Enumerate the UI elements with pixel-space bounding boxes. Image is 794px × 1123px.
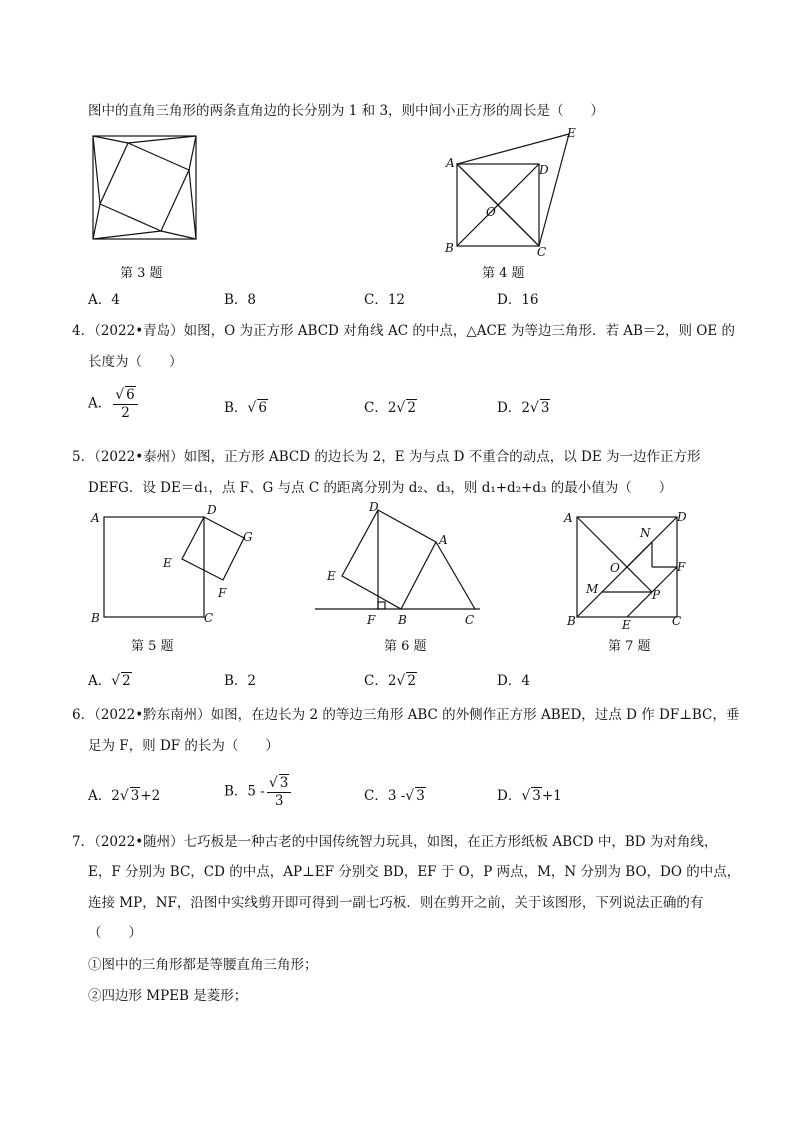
q6-option-d[interactable]: D．√ 3+1: [497, 788, 562, 804]
fig6-label-b: B: [398, 613, 407, 627]
figure-3: [92, 135, 198, 243]
figure-5: [88, 505, 258, 630]
q5-stem-line2: DEFG．设 DE＝d₁，点 F、G 与点 C 的距离分别为 d₂、d₃，则 d₁+d₂+d₃ 的最小值为（ ）: [88, 480, 673, 496]
fig7-label-d: D: [677, 510, 687, 524]
fig6-caption: 第 6 题: [384, 639, 427, 654]
fig4-label-d: D: [539, 163, 549, 177]
q6-option-b-fraction: $\frac{√ 3}{3}$: [267, 774, 292, 810]
q5-option-c-radicand: 2: [407, 673, 416, 689]
q4-option-c-radicand: 2: [407, 400, 416, 416]
q5-option-c-label: C．2: [364, 673, 397, 689]
q4-option-c[interactable]: C．2√ 2: [364, 400, 416, 416]
fig5-label-f: F: [218, 586, 227, 600]
q7-item-1: ①图中的三角形都是等腰直角三角形；: [88, 957, 318, 973]
figure-7: [560, 505, 690, 631]
q4-option-c-label: C．2: [364, 400, 397, 416]
q6-option-b[interactable]: [224, 774, 293, 810]
q6-option-b-denominator: 3: [274, 793, 284, 809]
q6-stem-line1: 6．（2022•黔东南州）如图，在边长为 2 的等边三角形 ABC 的外侧作正方形 ABED，过点 D 作 DF⊥BC，垂: [72, 707, 740, 723]
q6-option-c-radicand: 3: [416, 788, 425, 804]
fig4-label-o: O: [486, 205, 496, 219]
q6-option-c-label: C．3 -: [364, 788, 406, 804]
q7-item-2: ②四边形 MPEB 是菱形；: [88, 988, 248, 1004]
fig6-label-e: E: [327, 569, 336, 583]
q5-option-b[interactable]: B．2: [224, 673, 257, 689]
q7-stem-line2: E，F 分别为 BC，CD 的中点，AP⊥EF 分别交 BD，EF 于 O，P 两点，M，N 分别为 BO，DO 的中点，: [88, 864, 741, 880]
q6-option-c[interactable]: C．3 -√ 3: [364, 788, 425, 804]
fig4-label-a: A: [446, 156, 455, 170]
q6-stem-line2: 足为 F，则 DF 的长为（ ）: [88, 738, 279, 754]
figure-4: [440, 128, 580, 260]
q5-option-a[interactable]: A．√ 2: [88, 673, 131, 689]
fig6-label-a: A: [439, 533, 448, 547]
q4-option-b-label: B．: [224, 400, 248, 416]
fig7-label-f: F: [677, 560, 686, 574]
fig4-label-b: B: [445, 241, 454, 255]
fig7-label-e: E: [622, 618, 631, 632]
fig7-label-m: M: [586, 582, 599, 596]
fig4-label-e: E: [567, 126, 576, 140]
q4-option-a-fraction: $\frac{√ 6}{2}$: [113, 386, 138, 422]
q6-option-d-tail: +1: [541, 788, 562, 804]
fig6-label-d: D: [369, 500, 379, 514]
fig5-label-b: B: [91, 611, 100, 625]
q4-option-d-radicand: 3: [540, 400, 550, 416]
fig6-label-f: F: [367, 613, 376, 627]
q3-option-a[interactable]: A．4: [88, 292, 120, 308]
q4-option-d-label: D．2: [497, 400, 530, 416]
fig7-label-n: N: [640, 526, 651, 540]
q5-option-a-radicand: 2: [122, 673, 131, 689]
q3-stem: 图中的直角三角形的两条直角边的长分别为 1 和 3，则中间小正方形的周长是（ ）: [88, 103, 605, 119]
fig7-label-o: O: [610, 561, 620, 575]
q6-option-b-label: B．5 -: [224, 783, 265, 800]
fig7-label-b: B: [567, 614, 576, 628]
q6-option-d-radicand: 3: [532, 788, 541, 804]
q4-option-d[interactable]: D．2√ 3: [497, 400, 550, 416]
q5-option-c[interactable]: C．2√ 2: [364, 673, 416, 689]
q3-option-b[interactable]: B．8: [224, 292, 257, 308]
fig5-label-g: G: [243, 530, 253, 544]
q4-option-a-label: A．: [88, 395, 112, 412]
q6-option-a[interactable]: A．2√ 3+2: [88, 788, 161, 804]
q5-stem-line1: 5．（2022•泰州）如图，正方形 ABCD 的边长为 2，E 为与点 D 不重合的动点，以 DE 为一边作正方形: [72, 449, 701, 465]
fig5-label-d: D: [207, 503, 217, 517]
q4-option-a-radicand: 6: [126, 387, 135, 403]
q6-option-a-tail: +2: [140, 788, 161, 804]
fig7-caption: 第 7 题: [608, 639, 651, 654]
q7-stem-line3: 连接 MP，NF，沿图中实线剪开即可得到一副七巧板．则在剪开之前，关于该图形，下列说法正确的有: [88, 895, 704, 911]
q4-option-b[interactable]: B．√ 6: [224, 400, 267, 416]
q3-option-d[interactable]: D．16: [497, 292, 539, 308]
q7-stem-line4: （ ）: [88, 925, 142, 941]
q4-option-a-denominator: 2: [121, 405, 130, 421]
fig5-label-e: E: [163, 556, 172, 570]
q4-option-a[interactable]: [88, 386, 140, 422]
q6-option-d-label: D．: [497, 788, 522, 804]
q4-stem-line2: 长度为（ ）: [88, 354, 183, 370]
fig7-label-c: C: [672, 614, 682, 628]
fig5-label-a: A: [91, 511, 100, 525]
fig5-caption: 第 5 题: [131, 639, 174, 654]
fig6-label-c: C: [465, 613, 475, 627]
q7-stem-line1: 7．（2022•随州）七巧板是一种古老的中国传统智力玩具，如图，在正方形纸板 ABCD 中，BD 为对角线，: [72, 834, 718, 850]
q6-option-a-radicand: 3: [130, 788, 140, 804]
fig7-label-a: A: [564, 511, 573, 525]
q4-stem-line1: 4．（2022•青岛）如图，O 为正方形 ABCD 对角线 AC 的中点，△ACE 为等边三角形．若 AB＝2，则 OE 的: [72, 323, 735, 339]
q6-option-a-label: A．2: [88, 788, 120, 804]
q5-option-d[interactable]: D．4: [497, 673, 530, 689]
q6-option-b-radicand: 3: [279, 775, 289, 791]
fig4-caption: 第 4 题: [482, 266, 525, 281]
fig5-label-c: C: [204, 611, 214, 625]
fig4-label-c: C: [537, 245, 547, 259]
figure-6: [315, 500, 485, 630]
fig3-caption: 第 3 题: [120, 266, 163, 281]
q3-option-c[interactable]: C．12: [364, 292, 406, 308]
fig7-label-p: P: [652, 588, 661, 602]
q4-option-b-radicand: 6: [258, 400, 267, 416]
q5-option-a-label: A．: [88, 673, 112, 689]
